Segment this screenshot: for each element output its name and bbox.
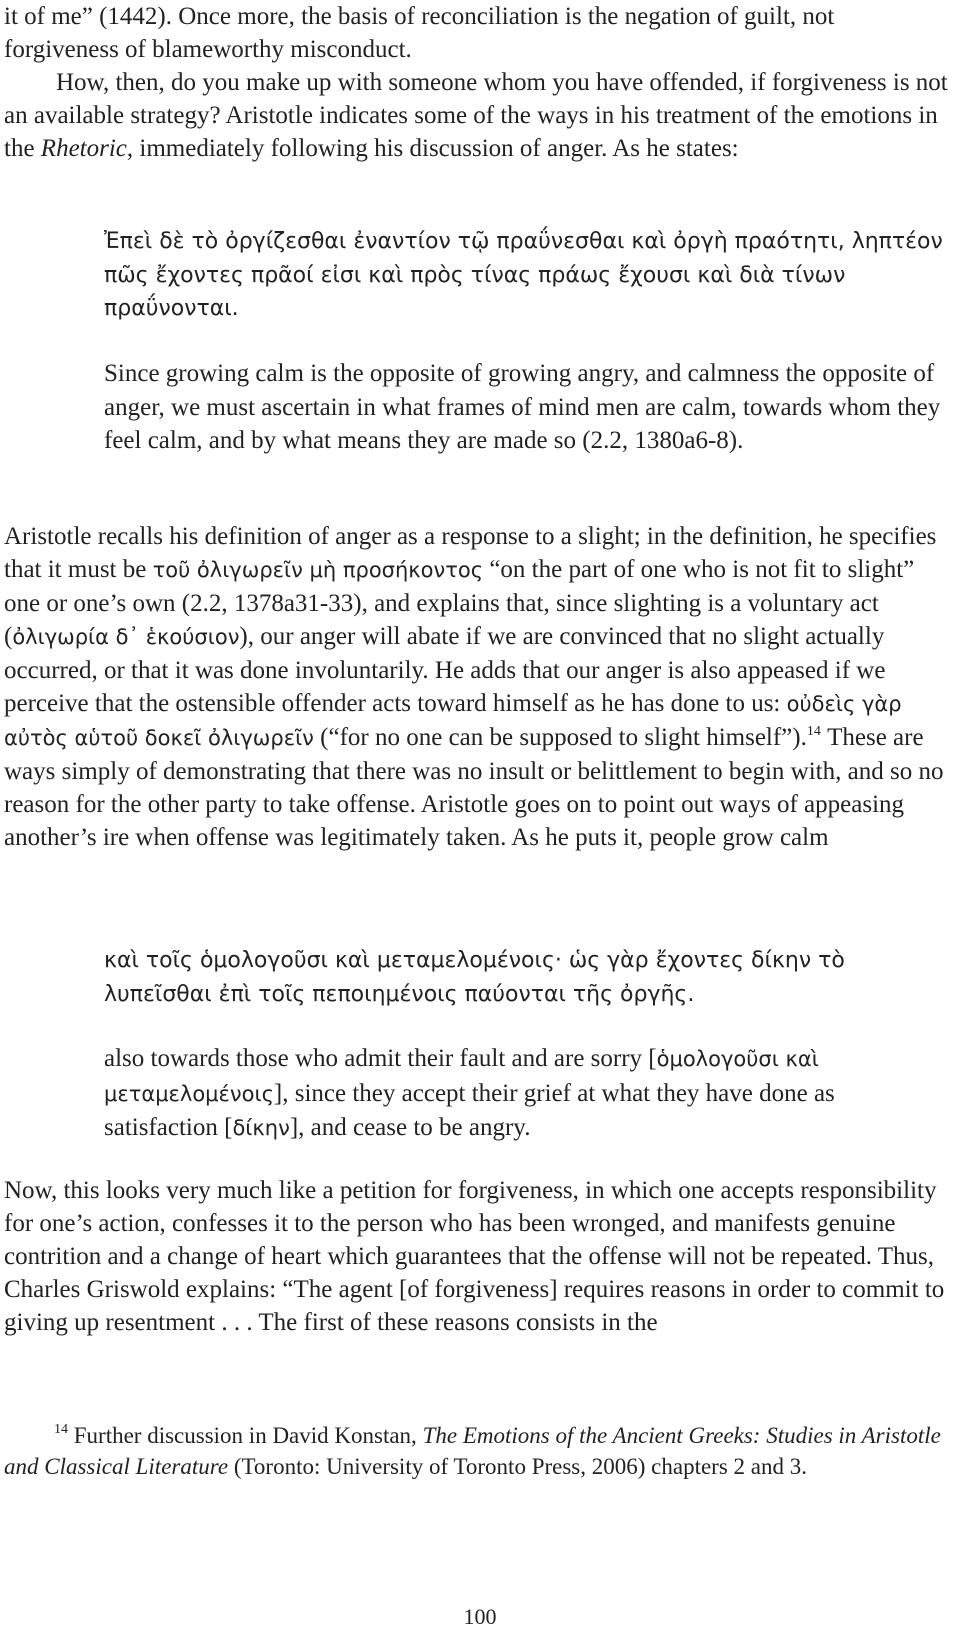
footnote-number: 14 <box>54 1422 68 1437</box>
quote-text: also towards those who admit their fault and are sorry [ <box>104 1045 657 1072</box>
greek-phrase: δίκην <box>232 1116 290 1140</box>
greek-phrase: ὀλιγωρία δ᾽ ἑκούσιον <box>12 625 240 649</box>
italic-title-rhetoric: Rhetoric <box>40 135 127 162</box>
footnote-reference[interactable]: 14 <box>806 724 821 739</box>
paragraph-text: it of me” (1442). Once more, the basis of reconciliation is the negation of guilt, not forgiveness of blameworthy misconduct. <box>4 3 835 63</box>
paragraph-text: How, then, do you make up with someone whom you have offended, if forgiveness is not an available strategy? Aristotle indicates some of the ways in his treatment of the emotions in the <box>4 69 948 162</box>
block-quote-translation-2 <box>104 1042 944 1146</box>
greek-phrase: ὁμολογοῦσι καὶ μεταμελομένοις <box>104 1047 819 1106</box>
paragraph-text: (“for no one can be supposed to slight himself”). <box>313 724 807 751</box>
paragraph-text: These are ways simply of demonstrating that there was no insult or belittlement to begin with, and so no reason for the other party to take offense. Aristotle goes on to point out ways of appeasing another’s ire when offense was legitimately taken. As he puts it, people grow calm <box>4 724 944 851</box>
paragraph-aristotle-intro <box>4 66 954 165</box>
paragraph-text: Aristotle recalls his definition of anger as a response to a slight; in the definition, he specifies that it must be <box>4 523 937 583</box>
block-quote-greek-1: Ἐπεὶ δὲ τὸ ὀργίζεσθαι ἐναντίον τῷ πραΰνεσθαι καὶ ὀργὴ πραότητι, ληπτέον πῶς ἔχοντες πρᾶοί εἰσι καὶ πρὸς τίνας πράως ἔχουσι καὶ διὰ τίνων πραΰνονται. <box>104 229 943 321</box>
footnote-text: (Toronto: University of Toronto Press, 2006) chapters 2 and 3. <box>228 1454 807 1479</box>
paragraph-text: , immediately following his discussion of anger. As he states: <box>126 135 739 162</box>
footnote-text: Further discussion in David Konstan, <box>68 1423 423 1448</box>
quote-text: ], since they accept their grief at what they have done as satisfaction [ <box>104 1079 835 1141</box>
paragraph-text: “on the part of one who is not fit to slight” one or one’s own (2.2, 1378a31-33), and explains that, since slighting is a voluntary act ( <box>4 556 915 650</box>
page-number: 100 <box>463 1604 497 1629</box>
greek-phrase: οὐδεὶς γὰρ αὐτὸς αὑτοῦ δοκεῖ ὀλιγωρεῖν <box>4 692 902 750</box>
quote-text: ], and cease to be angry. <box>289 1114 531 1141</box>
paragraph-definition-of-anger <box>4 520 954 854</box>
paragraph-forgiveness-petition: Now, this looks very much like a petition for forgiveness, in which one accepts responsibility for one’s action, confesses it to the person who has been wronged, and manifests genuine contrition and a change of heart which guarantees that the offense will not be repeated. Thus, Charles Griswold explains: “The agent [of forgiveness] requires reasons in order to commit to giving up resentment . . . The first of these reasons consists in the <box>4 1177 945 1336</box>
footnote-14 <box>4 1420 954 1482</box>
paragraph-continuation <box>4 0 954 66</box>
paragraph-text: ), our anger will abate if we are convinced that no slight actually occurred, or that it was done involuntarily. He adds that our anger is also appeased if we perceive that the ostensible offender acts toward himself as he has done to us: <box>4 623 886 717</box>
greek-phrase: τοῦ ὀλιγωρεῖν μὴ προσήκοντος <box>152 558 484 582</box>
block-quote-translation-1: Since growing calm is the opposite of growing angry, and calmness the opposite of anger, we must ascertain in what frames of mind men are calm, towards whom they feel calm, and by what means they are made so (2.2, 1380a6-8). <box>104 360 941 454</box>
italic-book-title: The Emotions of the Ancient Greeks: Studies in Aristotle and Classical Literature <box>4 1423 941 1479</box>
block-quote-greek-2: καὶ τοῖς ὁμολογοῦσι καὶ μεταμελομένοις· ὡς γὰρ ἔχοντες δίκην τὸ λυπεῖσθαι ἐπὶ τοῖς πεποιημένοις παύονται τῆς ὀργῆς. <box>104 948 845 1007</box>
